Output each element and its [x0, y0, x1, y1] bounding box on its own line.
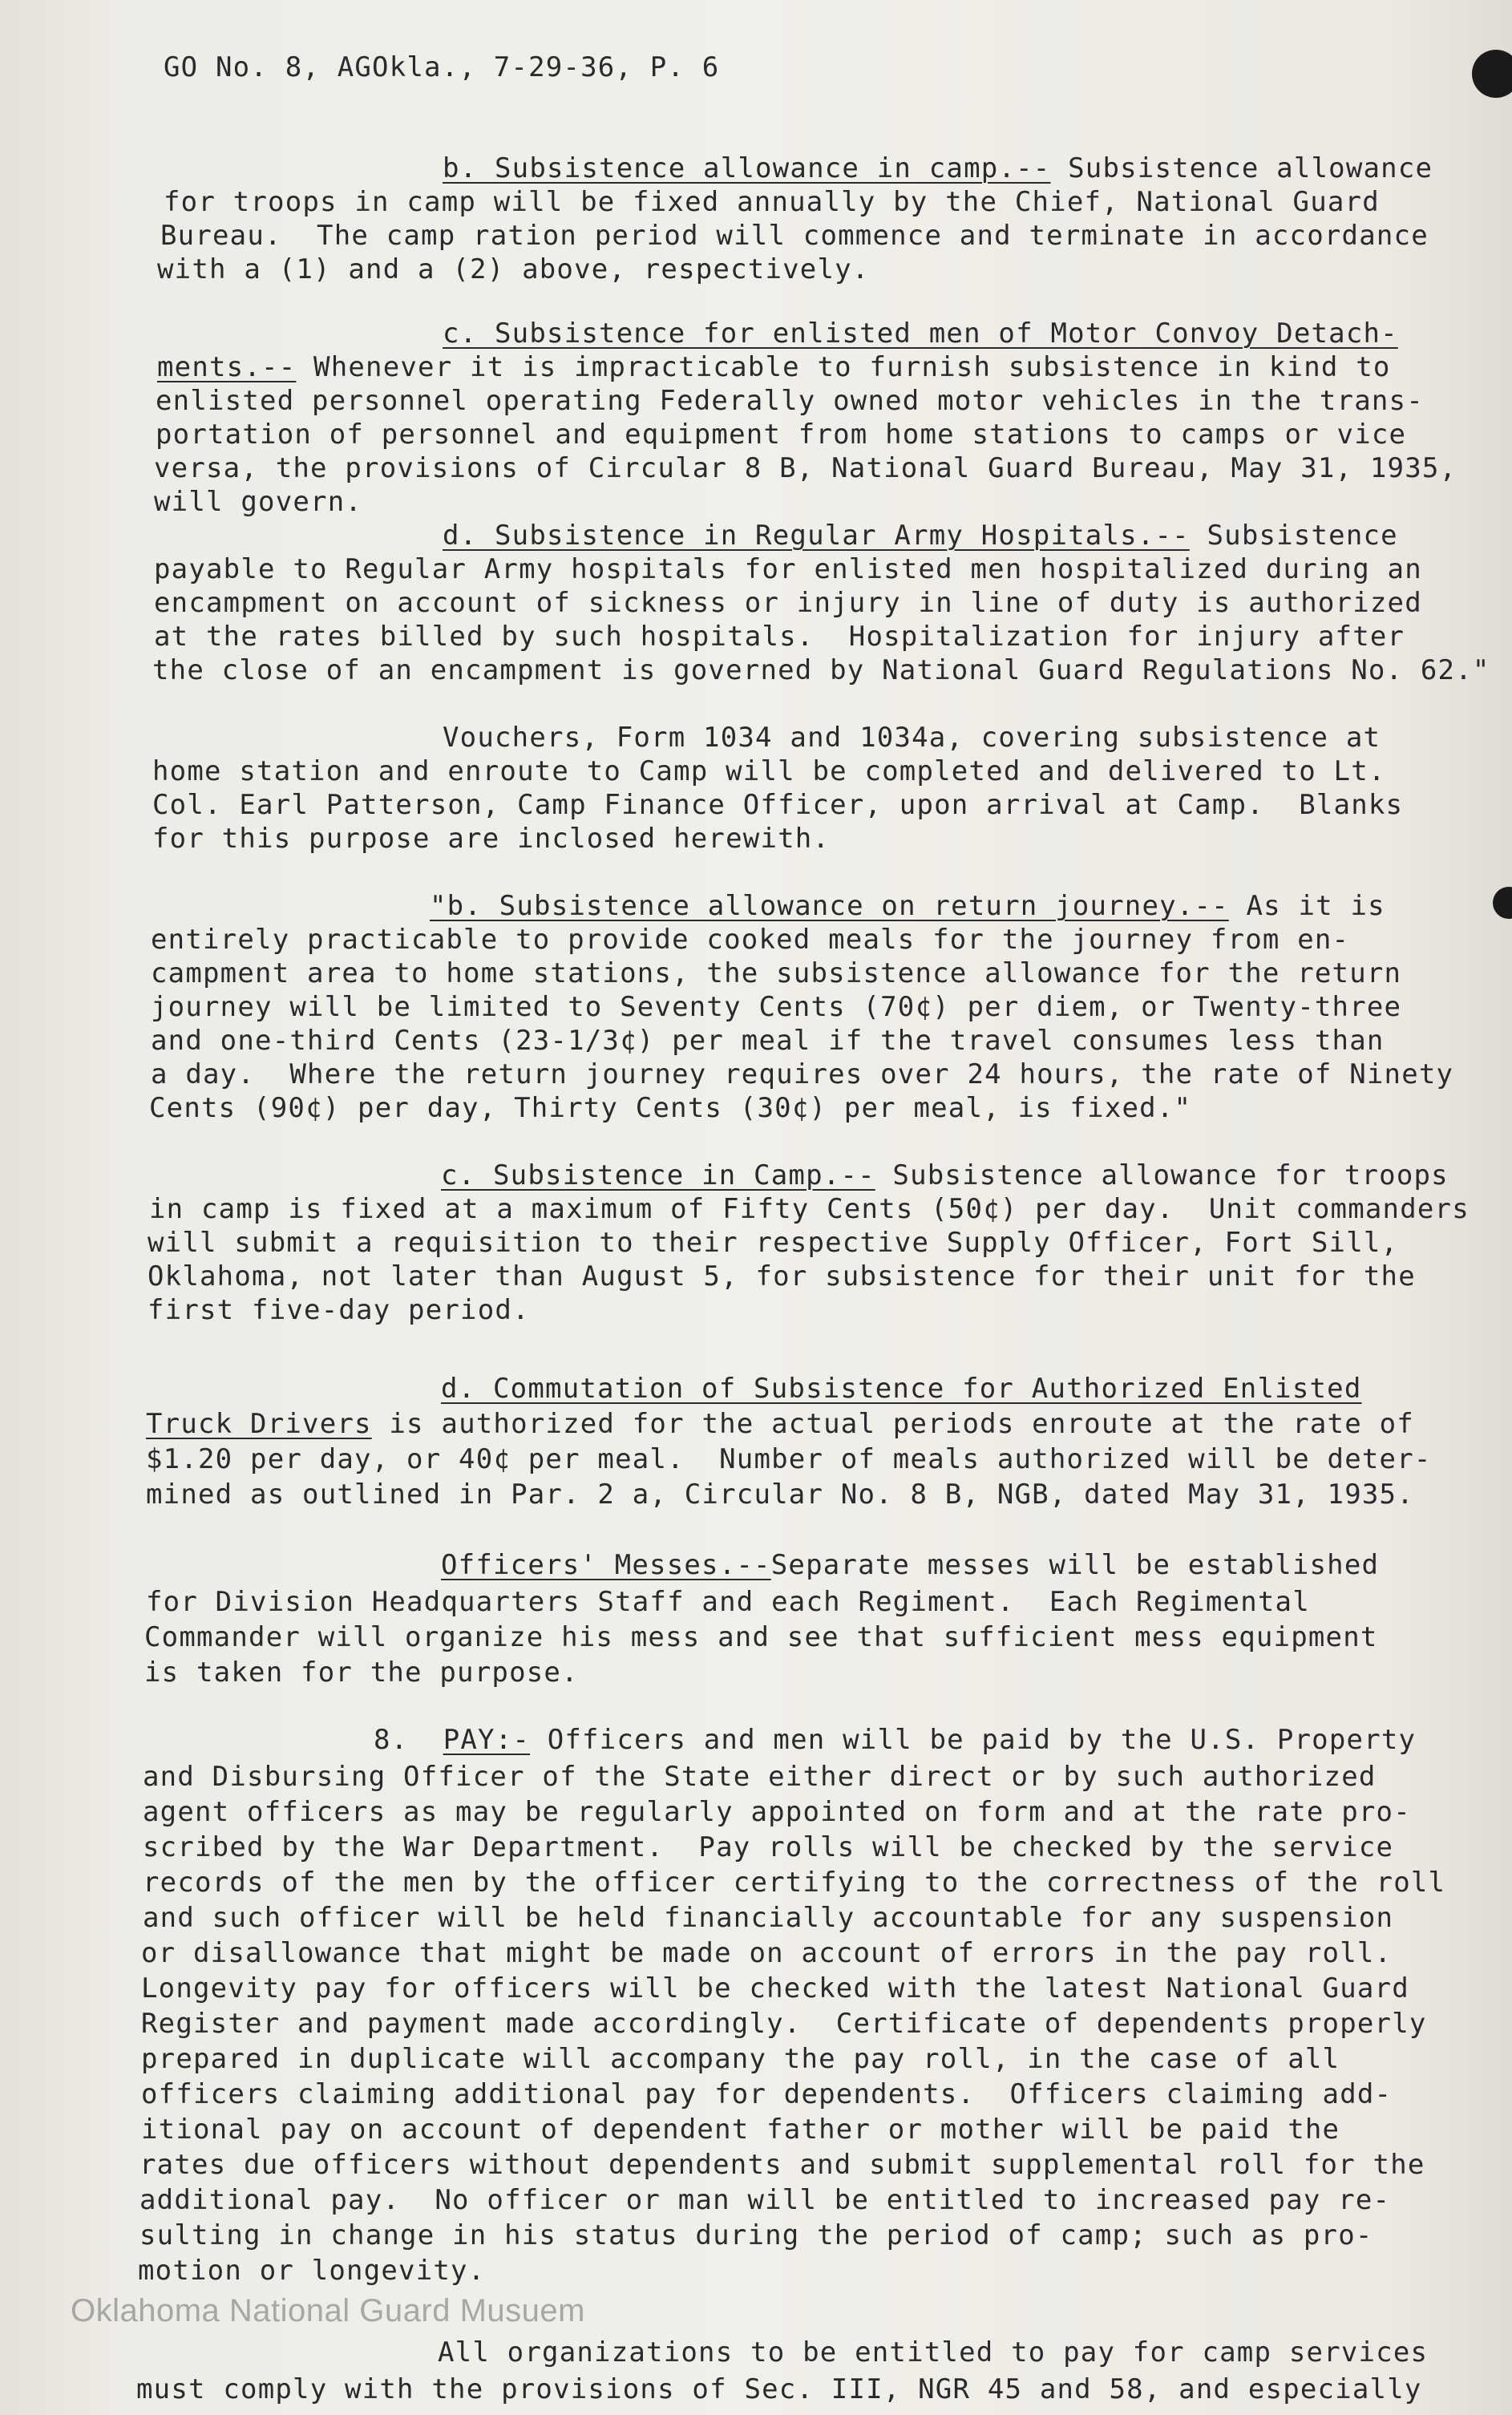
- pay-line-13: rates due officers without dependents and submit supplemental roll for the: [139, 2149, 1425, 2181]
- messes-line-2: for Division Headquarters Staff and each Regiment. Each Regimental: [146, 1586, 1310, 1618]
- pay-line-12: itional pay on account of dependent father or mother will be paid the: [141, 2114, 1340, 2146]
- para-b-return-line-6: a day. Where the return journey requires over 24 hours, the rate of Ninety: [151, 1058, 1454, 1090]
- para-d-truck-line-2: Truck Drivers is authorized for the actual periods enroute at the rate of: [146, 1408, 1414, 1440]
- vouchers-line-4: for this purpose are inclosed herewith.: [152, 823, 831, 855]
- pay-heading: PAY:-: [443, 1724, 531, 1756]
- pay-section-number: 8.: [374, 1724, 409, 1756]
- para-c-camp-line-4: Oklahoma, not later than August 5, for subsistence for their unit for the: [148, 1260, 1416, 1292]
- vouchers-line-3: Col. Earl Patterson, Camp Finance Officer, upon arrival at Camp. Blanks: [152, 789, 1404, 821]
- museum-watermark: Oklahoma National Guard Musuem: [71, 2293, 585, 2328]
- para-b-camp-line-4: with a (1) and a (2) above, respectively.: [157, 253, 870, 285]
- vouchers-line-1: Vouchers, Form 1034 and 1034a, covering subsistence at: [443, 722, 1381, 754]
- para-c-convoy-line-2: ments.-- Whenever it is impracticable to furnish subsistence in kind to: [157, 351, 1391, 383]
- page-header: GO No. 8, AGOkla., 7-29-36, P. 6: [164, 51, 720, 83]
- para-d-truck-line-4: mined as outlined in Par. 2 a, Circular No. 8 B, NGB, dated May 31, 1935.: [146, 1479, 1414, 1511]
- messes-line-1: Officers' Messes.--Separate messes will be established: [441, 1549, 1380, 1581]
- para-d-hosp-line-4: at the rates billed by such hospitals. Hospitalization for injury after: [154, 621, 1405, 653]
- punch-hole-top: [1472, 50, 1512, 98]
- para-b-return-line-7: Cents (90¢) per day, Thirty Cents (30¢) per meal, is fixed.": [149, 1092, 1192, 1124]
- para-b-camp-line-1: b. Subsistence allowance in camp.-- Subsistence allowance: [443, 152, 1433, 184]
- pay-line-6: and such officer will be held financially accountable for any suspension: [143, 1902, 1394, 1934]
- para-b-return-line-3: campment area to home stations, the subsistence allowance for the return: [151, 957, 1402, 989]
- pay-line-7: or disallowance that might be made on account of errors in the pay roll.: [141, 1937, 1393, 1969]
- para-d-truck-line-3: $1.20 per day, or 40¢ per meal. Number of meals authorized will be deter-: [146, 1443, 1432, 1475]
- vouchers-line-2: home station and enroute to Camp will be completed and delivered to Lt.: [152, 755, 1386, 787]
- para-d-hosp-line-5: the close of an encampment is governed by National Guard Regulations No. 62.": [152, 654, 1490, 686]
- messes-heading: Officers' Messes.--: [441, 1549, 771, 1581]
- para-b-camp-line-2: for troops in camp will be fixed annually by the Chief, National Guard: [164, 186, 1380, 218]
- para-b-return-heading: "b. Subsistence allowance on return journey.--: [430, 890, 1229, 922]
- pay-line-4: scribed by the War Department. Pay rolls will be checked by the service: [143, 1831, 1394, 1863]
- final-line-1: All organizations to be entitled to pay for camp services: [438, 2336, 1429, 2368]
- punch-hole-middle: [1493, 887, 1512, 919]
- para-c-convoy-line-4: portation of personnel and equipment from home stations to camps or vice: [156, 419, 1407, 451]
- pay-line-9: Register and payment made accordingly. Certificate of dependents properly: [141, 2008, 1427, 2040]
- final-line-2: must comply with the provisions of Sec. III, NGR 45 and 58, and especially: [136, 2373, 1422, 2405]
- para-c-convoy-heading: c. Subsistence for enlisted men of Motor Convoy Detach-: [443, 318, 1398, 350]
- para-d-hosp-line-1: d. Subsistence in Regular Army Hospitals.-- Subsistence: [443, 520, 1398, 552]
- messes-line-4: is taken for the purpose.: [144, 1657, 579, 1689]
- pay-line-14: additional pay. No officer or man will be entitled to increased pay re-: [139, 2184, 1391, 2216]
- para-c-camp-line-2: in camp is fixed at a maximum of Fifty Cents (50¢) per day. Unit commanders: [149, 1193, 1470, 1225]
- para-b-return-line-2: entirely practicable to provide cooked meals for the journey from en-: [151, 924, 1350, 956]
- para-d-hosp-heading: d. Subsistence in Regular Army Hospitals.--: [443, 520, 1190, 552]
- pay-line-5: records of the men by the officer certifying to the correctness of the roll: [143, 1867, 1446, 1899]
- para-d-hosp-line-3: encampment on account of sickness or injury in line of duty is authorized: [154, 587, 1422, 619]
- para-b-return-line-5: and one-third Cents (23-1/3¢) per meal if the travel consumes less than: [151, 1025, 1385, 1057]
- para-c-camp-line-3: will submit a requisition to their respective Supply Officer, Fort Sill,: [148, 1227, 1399, 1259]
- para-d-hosp-line-2: payable to Regular Army hospitals for enlisted men hospitalized during an: [154, 553, 1422, 585]
- pay-line-8: Longevity pay for officers will be checked with the latest National Guard: [141, 1972, 1409, 2004]
- para-b-camp-line-3: Bureau. The camp ration period will commence and terminate in accordance: [160, 220, 1429, 252]
- para-c-camp-heading: c. Subsistence in Camp.--: [441, 1159, 875, 1191]
- para-c-convoy-line-3: enlisted personnel operating Federally owned motor vehicles in the trans-: [156, 385, 1424, 417]
- para-c-camp-line-5: first five-day period.: [148, 1294, 530, 1326]
- para-b-return-line-4: journey will be limited to Seventy Cents (70¢) per diem, or Twenty-three: [151, 991, 1402, 1023]
- pay-line-15: sulting in change in his status during the period of camp; such as pro-: [139, 2219, 1373, 2251]
- para-c-convoy-line-6: will govern.: [154, 486, 363, 518]
- pay-line-11: officers claiming additional pay for dependents. Officers claiming add-: [141, 2078, 1393, 2110]
- pay-line-2: and Disbursing Officer of the State either direct or by such authorized: [143, 1761, 1377, 1793]
- para-b-return-line-1: "b. Subsistence allowance on return journey.-- As it is: [430, 890, 1385, 922]
- pay-line-3: agent officers as may be regularly appointed on form and at the rate pro-: [143, 1796, 1411, 1828]
- pay-line-1: 8. PAY:- Officers and men will be paid by the U.S. Property: [374, 1724, 1417, 1756]
- messes-line-3: Commander will organize his mess and see that sufficient mess equipment: [144, 1621, 1378, 1653]
- para-c-camp-line-1: c. Subsistence in Camp.-- Subsistence allowance for troops: [441, 1159, 1449, 1191]
- para-c-convoy-line-5: versa, the provisions of Circular 8 B, National Guard Bureau, May 31, 1935,: [154, 452, 1457, 484]
- para-b-camp-heading: b. Subsistence allowance in camp.--: [443, 152, 1051, 184]
- para-d-truck-heading: d. Commutation of Subsistence for Authorized Enlisted: [441, 1373, 1362, 1405]
- pay-line-10: prepared in duplicate will accompany the pay roll, in the case of all: [141, 2043, 1340, 2075]
- pay-line-16: motion or longevity.: [138, 2255, 486, 2287]
